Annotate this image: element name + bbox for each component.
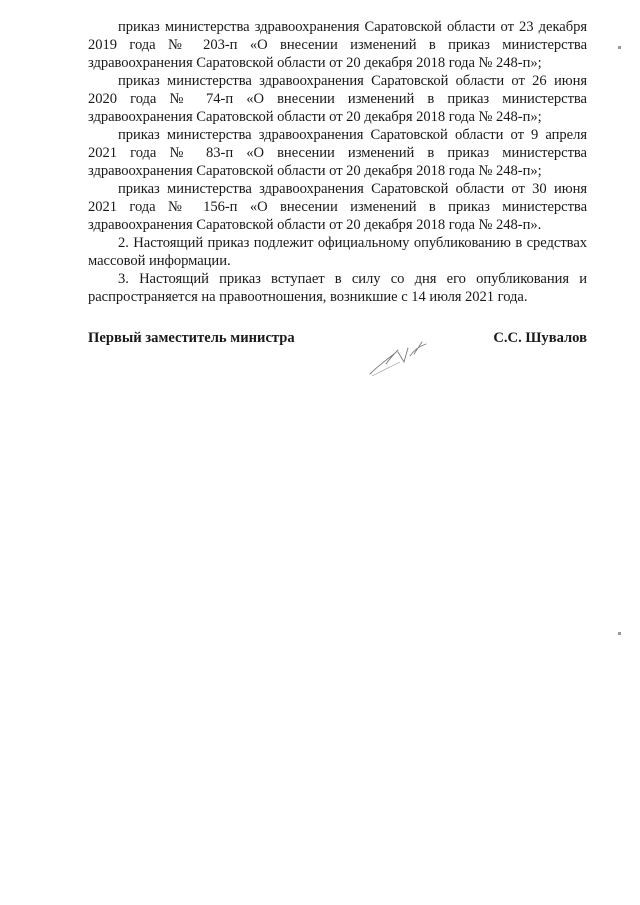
- signature-block: [88, 330, 587, 354]
- document-body: [88, 18, 587, 306]
- signatory-title: Первый заместитель министра: [88, 330, 295, 346]
- paragraph-order-203: приказ министерства здравоохранения Саратовской области от 23 декабря 2019 года № 203-п «О внесении изменений в приказ министерства здравоохранения Саратовской области от 20 декабря 2018 года № 248-п»;: [88, 19, 587, 71]
- signatory-name: С.С. Шувалов: [493, 330, 587, 346]
- paragraph-order-156: приказ министерства здравоохранения Саратовской области от 30 июня 2021 года № 156-п «О внесении изменений в приказ министерства здравоохранения Саратовской области от 20 декабря 2018 года № 248-п».: [88, 181, 587, 233]
- paragraph-clause-2: 2. Настоящий приказ подлежит официальному опубликованию в средствах массовой информации.: [88, 235, 587, 269]
- paragraph-order-74: приказ министерства здравоохранения Саратовской области от 26 июня 2020 года № 74-п «О внесении изменений в приказ министерства здравоохранения Саратовской области от 20 декабря 2018 года № 248-п»;: [88, 73, 587, 125]
- handwritten-signature-icon: [364, 336, 434, 378]
- scan-artifact: [618, 46, 621, 49]
- paragraph-clause-3: 3. Настоящий приказ вступает в силу со дня его опубликования и распространяется на правоотношения, возникшие с 14 июля 2021 года.: [88, 271, 587, 305]
- paragraph-order-83: приказ министерства здравоохранения Саратовской области от 9 апреля 2021 года № 83-п «О внесении изменений в приказ министерства здравоохранения Саратовской области от 20 декабря 2018 года № 248-п»;: [88, 127, 587, 179]
- scan-artifact: [618, 632, 621, 635]
